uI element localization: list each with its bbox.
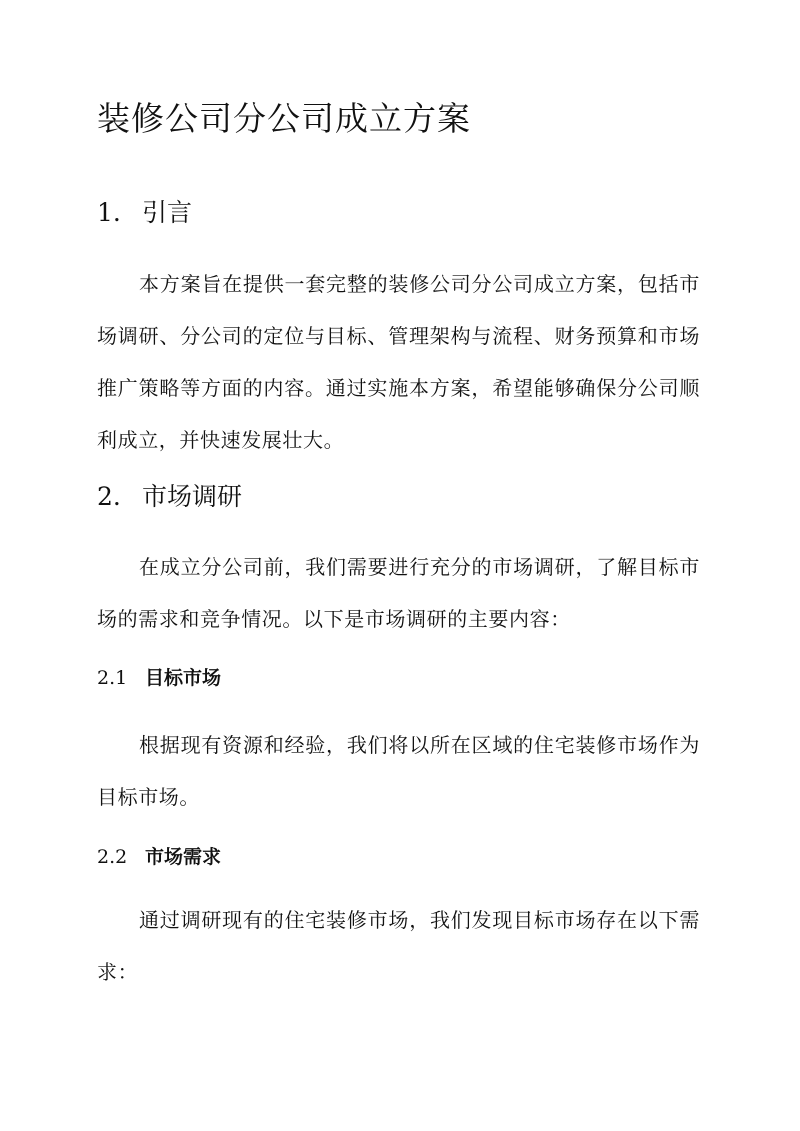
- target-market-paragraph: 根据现有资源和经验，我们将以所在区域的住宅装修市场作为目标市场。: [97, 733, 700, 809]
- subsection-heading-target-market: [97, 664, 221, 692]
- section-number: 2.: [97, 482, 121, 511]
- document-title: 装修公司分公司成立方案: [97, 99, 471, 138]
- section-heading-introduction: [97, 196, 192, 230]
- subsection-title: 目标市场: [145, 667, 222, 689]
- subsection-heading-market-demand: [97, 843, 221, 871]
- subsection-number: 2.2: [97, 846, 128, 868]
- section-title: 引言: [142, 198, 193, 227]
- market-research-paragraph: 在成立分公司前，我们需要进行充分的市场调研，了解目标市场的需求和竞争情况。以下是市场调研的主要内容：: [97, 555, 700, 631]
- subsection-number: 2.1: [97, 667, 128, 689]
- market-demand-paragraph: 通过调研现有的住宅装修市场，我们发现目标市场存在以下需求：: [97, 908, 700, 984]
- section-number: 1.: [97, 198, 121, 227]
- section-heading-market-research: [97, 480, 242, 514]
- subsection-title: 市场需求: [145, 846, 222, 868]
- introduction-paragraph: 本方案旨在提供一套完整的装修公司分公司成立方案，包括市场调研、分公司的定位与目标、管理架构与流程、财务预算和市场推广策略等方面的内容。通过实施本方案，希望能够确保分公司顺利成立，并快速发展壮大。: [97, 272, 700, 452]
- section-title: 市场调研: [142, 482, 243, 511]
